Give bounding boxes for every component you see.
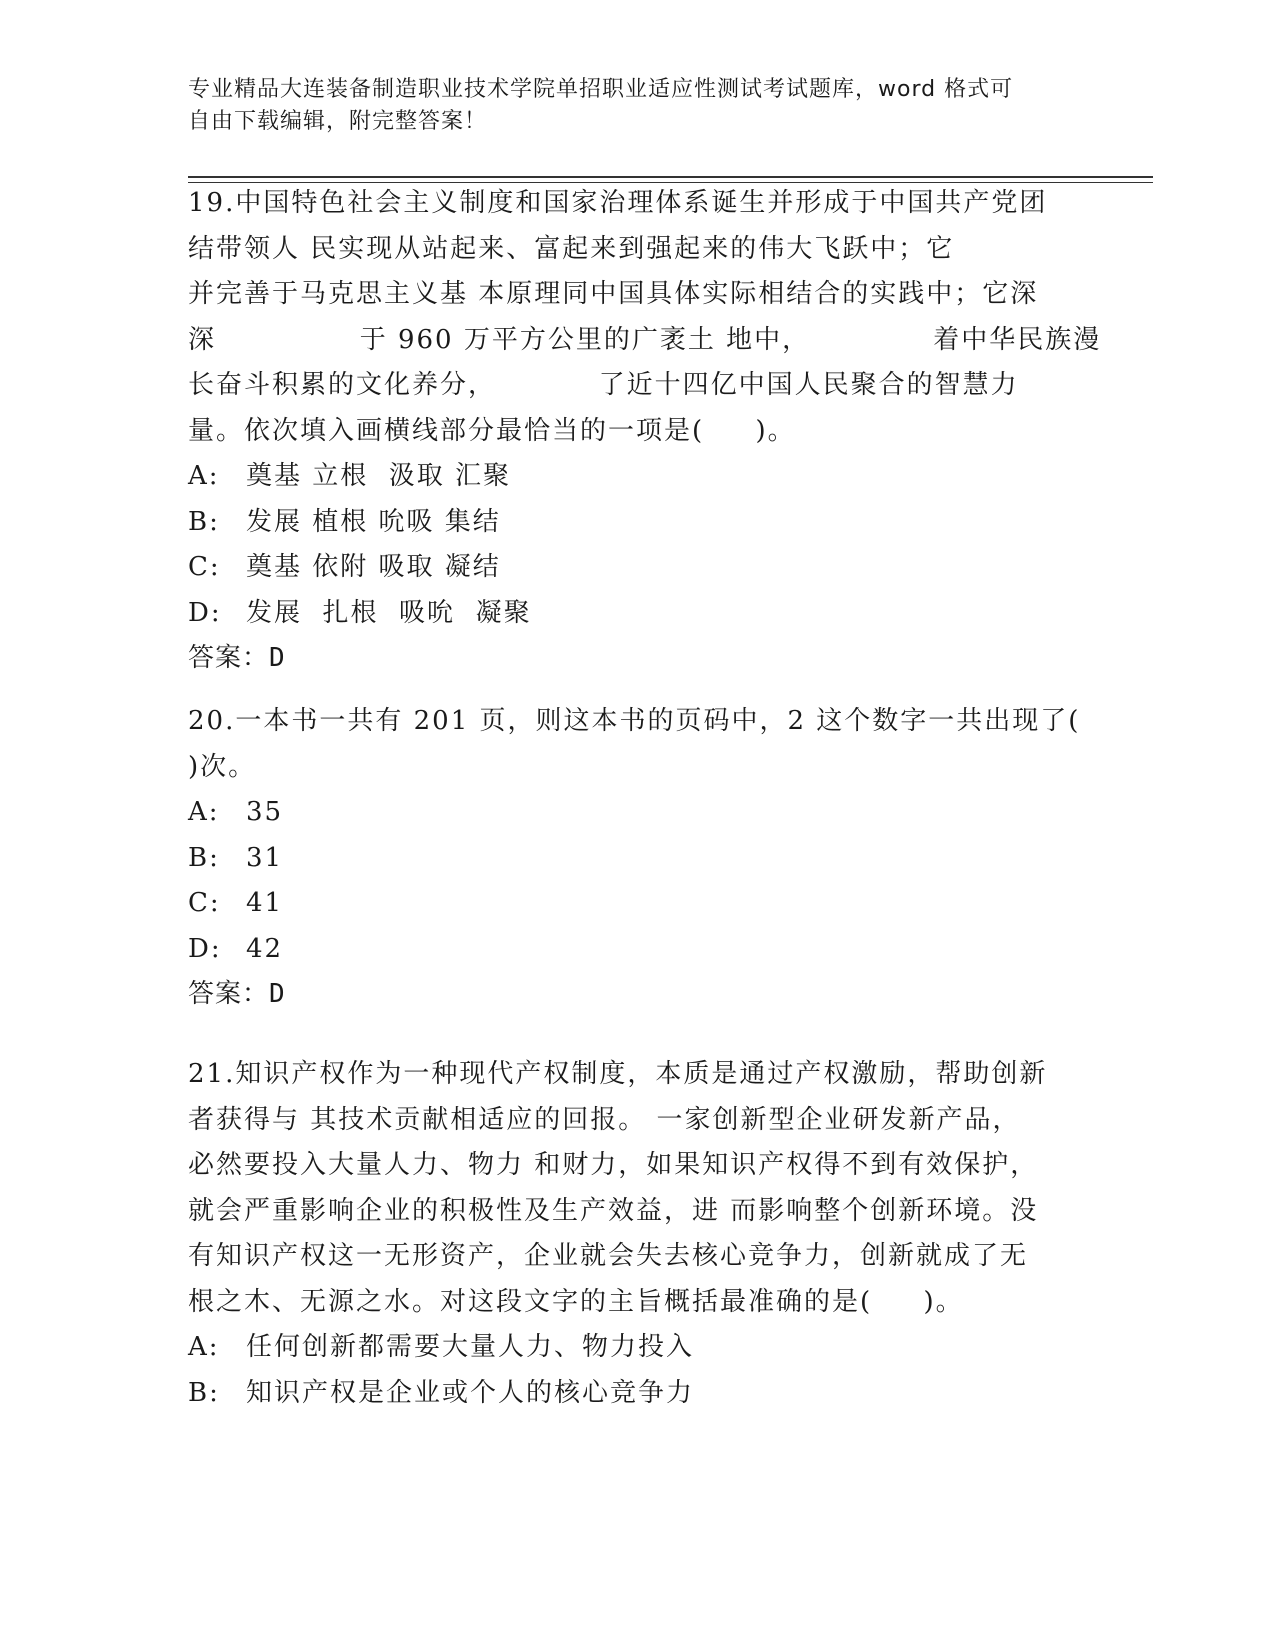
- question-20: [188, 699, 1088, 1018]
- option-text: 发展 扎根 吸吮 凝聚: [246, 597, 532, 628]
- question-stem-line: 就会严重影响企业的积极性及生产效益，进 而影响整个创新环境。没: [188, 1195, 1039, 1226]
- option-b: [188, 1371, 1088, 1417]
- option-key: A:: [188, 461, 220, 491]
- option-c: [188, 881, 1088, 927]
- option-text: 奠基 立根 汲取 汇聚: [246, 461, 512, 491]
- option-c: [188, 545, 1088, 591]
- question-stem-line: 量。依次填入画横线部分最恰当的一项是( )。: [188, 415, 796, 446]
- question-stem-line: 并完善于马克思主义基 本原理同中国具体实际相结合的实践中；它深: [188, 279, 1039, 309]
- option-text: 31: [246, 842, 284, 873]
- option-text: 35: [246, 797, 284, 827]
- option-text: 42: [246, 933, 284, 964]
- option-key: C:: [188, 552, 221, 582]
- option-b: [188, 500, 1088, 546]
- option-a: [188, 790, 1088, 836]
- option-key: D:: [188, 597, 222, 628]
- answer-line: [188, 972, 1088, 1018]
- question-19: [188, 181, 1102, 682]
- question-stem-line: )次。: [188, 751, 257, 782]
- question-stem-line: 深 于 960 万平方公里的广袤土 地中， 着中华民族漫: [188, 324, 1102, 355]
- answer-value: D: [269, 979, 286, 1009]
- header-line: 专业精品大连装备制造职业技术学院单招职业适应性测试考试题库，word 格式可: [188, 77, 1014, 102]
- option-d: [188, 591, 1088, 637]
- option-key: B:: [188, 1377, 220, 1408]
- header-rule-thick: [188, 176, 1153, 178]
- question-stem-line: 根之木、无源之水。对这段文字的主旨概括最准确的是( )。: [188, 1286, 964, 1317]
- option-key: C:: [188, 888, 221, 918]
- question-stem-line: 20.一本书一共有 201 页，则这本书的页码中，2 这个数字一共出现了(: [188, 706, 1081, 736]
- answer-line: [188, 636, 1088, 682]
- question-stem-line: 21.知识产权作为一种现代产权制度，本质是通过产权激励，帮助创新: [188, 1059, 1048, 1089]
- option-b: [188, 836, 1088, 882]
- option-key: A:: [188, 797, 220, 827]
- question-stem-line: 者获得与 其技术贡献相适应的回报。 一家创新型企业研发新产品，: [188, 1104, 1021, 1135]
- option-a: [188, 1325, 1088, 1371]
- option-text: 发展 植根 吮吸 集结: [246, 506, 501, 537]
- option-key: D:: [188, 933, 222, 964]
- answer-value: D: [269, 643, 286, 673]
- answer-label: 答案：: [188, 979, 270, 1009]
- document-header: [188, 74, 1068, 138]
- option-text: 41: [246, 888, 284, 918]
- option-key: B:: [188, 842, 220, 873]
- question-stem-line: 19.中国特色社会主义制度和国家治理体系诞生并形成于中国共产党团: [188, 188, 1048, 218]
- answer-label: 答案：: [188, 643, 270, 673]
- question-stem-line: 有知识产权这一无形资产，企业就会失去核心竞争力，创新就成了无: [188, 1241, 1029, 1271]
- question-21: [188, 1052, 1088, 1416]
- question-stem-line: 必然要投入大量人力、物力 和财力，如果知识产权得不到有效保护，: [188, 1150, 1039, 1180]
- option-a: [188, 454, 1088, 500]
- question-stem-line: 结带领人 民实现从站起来、富起来到强起来的伟大飞跃中；它: [188, 233, 955, 264]
- header-line: 自由下载编辑，附完整答案！: [188, 109, 488, 134]
- question-stem-line: 长奋斗积累的文化养分， 了近十四亿中国人民聚合的智慧力: [188, 370, 1019, 400]
- option-text: 知识产权是企业或个人的核心竞争力: [246, 1377, 695, 1408]
- option-key: A:: [188, 1332, 220, 1362]
- option-text: 奠基 依附 吸取 凝结: [246, 552, 501, 582]
- option-key: B:: [188, 506, 220, 537]
- option-d: [188, 927, 1088, 973]
- option-text: 任何创新都需要大量人力、物力投入: [246, 1332, 695, 1362]
